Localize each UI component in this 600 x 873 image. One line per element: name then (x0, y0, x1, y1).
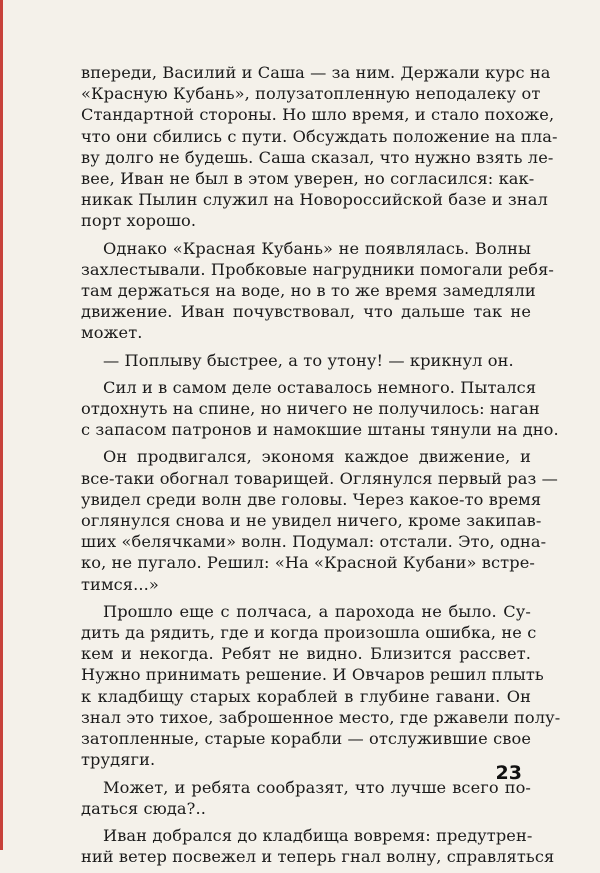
paragraph (81, 825, 555, 867)
text-line: затопленные, старые корабли — отслужившие свое (81, 729, 532, 749)
text-line: тимся...» (81, 574, 159, 594)
text-line: Сил и в самом деле оставалось немного. Пытался (103, 377, 537, 397)
text-line: Однако «Красная Кубань» не появлялась. Волны (103, 238, 531, 258)
text-line: может. (81, 323, 143, 343)
text-line: кем и некогда. Ребят не видно. Близится рассвет. (81, 644, 531, 664)
text-line: Нужно принимать решение. И Овчаров решил плыть (81, 665, 544, 685)
paragraph (81, 62, 558, 232)
text-line: движение. Иван почувствовал, что дальше так не (81, 302, 531, 322)
page-number: 23 (495, 762, 522, 784)
text-line: что они сбились с пути. Обсуждать положение на пла- (81, 126, 558, 146)
text-line: «Красную Кубань», полузатопленную неподалеку от (81, 84, 541, 104)
text-line: порт хорошо. (81, 211, 197, 231)
text-line: Иван добрался до кладбища вовремя: предутрен- (103, 825, 533, 845)
text-line: ко, не пугало. Решил: «На «Красной Кубани» встре- (81, 553, 535, 573)
text-line: Может, и ребята сообразят, что лучше всего по- (103, 777, 531, 797)
text-line: знал это тихое, заброшенное место, где ржавели полу- (81, 707, 561, 727)
text-line: к кладбищу старых кораблей в глубине гавани. Он (81, 686, 531, 706)
text-line: ших «белячками» волн. Подумал: отстали. Это, одна- (81, 532, 547, 552)
text-line: увидел среди волн две головы. Через какое-то время (81, 489, 542, 509)
text-line: ву долго не будешь. Саша сказал, что нужно взять ле- (81, 147, 554, 167)
text-line: там держаться на воде, но в то же время замедляли (81, 281, 536, 301)
text-line: Стандартной стороны. Но шло время, и стало похоже, (81, 105, 555, 125)
paragraph (81, 238, 554, 344)
text-line: оглянулся снова и не увидел ничего, кроме закипав- (81, 511, 542, 531)
text-line: дить да рядить, где и когда произошла ошибка, не с (81, 623, 537, 643)
paragraph (81, 350, 531, 371)
text-line: ний ветер посвежел и теперь гнал волну, справляться (81, 847, 555, 867)
text-line: Прошло еще с полчаса, а парохода не было. Су- (103, 601, 531, 621)
paragraph (81, 377, 559, 441)
body-text (81, 62, 561, 873)
text-line: трудяги. (81, 750, 156, 770)
text-line: никак Пылин служил на Новороссийской базе и знал (81, 190, 548, 210)
text-line: Он продвигался, экономя каждое движение, и (103, 447, 531, 467)
text-line: даться сюда?.. (81, 798, 206, 818)
text-line: все-таки обогнал товарищей. Оглянулся первый раз — (81, 468, 558, 488)
text-line: отдохнуть на спине, но ничего не получилось: наган (81, 399, 540, 419)
paragraph (81, 777, 531, 819)
text-line: — Поплыву быстрее, а то утону! — крикнул он. (103, 350, 514, 370)
paragraph (81, 601, 561, 771)
text-line: с запасом патронов и намокшие штаны тянули на дно. (81, 420, 559, 440)
text-line: захлестывали. Пробковые нагрудники помогали ребя- (81, 259, 554, 279)
paragraph (81, 446, 558, 594)
text-line: вее, Иван не был в этом уверен, но согласился: как- (81, 169, 535, 189)
text-line: впереди, Василий и Саша — за ним. Держали курс на (81, 63, 551, 82)
